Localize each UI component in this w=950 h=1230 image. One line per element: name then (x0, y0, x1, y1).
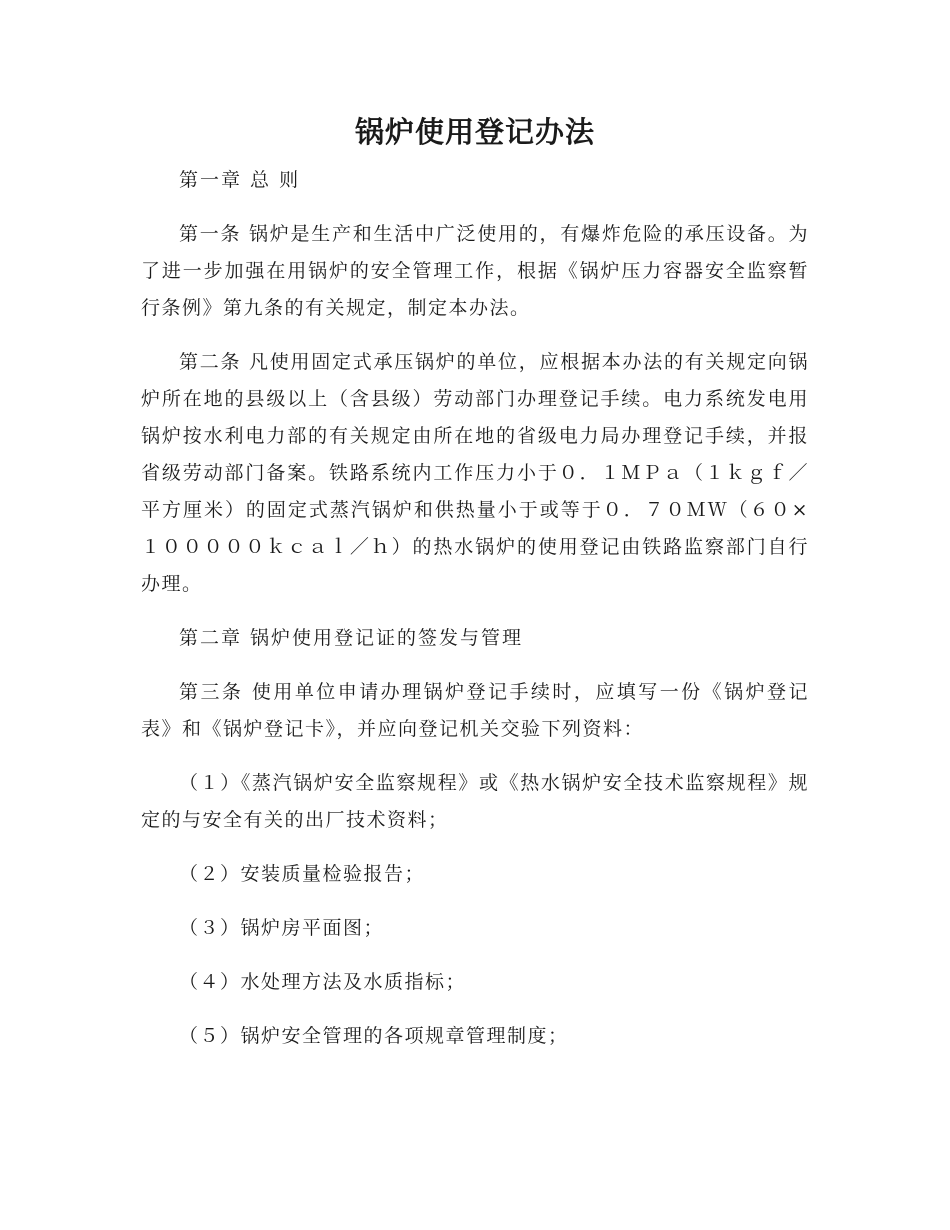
document-body (141, 162, 809, 1072)
document-title: 锅炉使用登记办法 (354, 115, 595, 149)
chapter-heading: 第一章 总 则 (179, 169, 301, 191)
list-item: （４）水处理方法及水质指标； (179, 971, 467, 993)
list-item: （２）安装质量检验报告； (179, 863, 426, 885)
article-paragraph: 第一条 锅炉是生产和生活中广泛使用的，有爆炸危险的承压设备。为了进一步加强在用锅炉的安全管理工作，根据《锅炉压力容器安全监察暂行条例》第九条的有关规定，制定本办法。 (141, 223, 809, 319)
list-item: （３）锅炉房平面图； (179, 917, 385, 939)
article-paragraph: 第二条 凡使用固定式承压锅炉的单位，应根据本办法的有关规定向锅炉所在地的县级以上（含县级）劳动部门办理登记手续。电力系统发电用锅炉按水利电力部的有关规定由所在地的省级电力局办理登记手续，并报省级劳动部门备案。铁路系统内工作压力小于０．１ＭＰａ（１ｋｇｆ／平方厘米）的固定式蒸汽锅炉和供热量小于或等于０．７０ＭＷ（６０×１０００００ｋｃａｌ／ｈ）的热水锅炉的使用登记由铁路监察部门自行办理。 (141, 351, 809, 595)
chapter-heading: 第二章 锅炉使用登记证的签发与管理 (179, 627, 524, 649)
list-item: （５）锅炉安全管理的各项规章管理制度； (179, 1025, 569, 1047)
article-paragraph: 第三条 使用单位申请办理锅炉登记手续时，应填写一份《锅炉登记表》和《锅炉登记卡》，并应向登记机关交验下列资料： (141, 681, 809, 740)
list-item: （１）《蒸汽锅炉安全监察规程》或《热水锅炉安全技术监察规程》规定的与安全有关的出厂技术资料； (141, 772, 809, 831)
